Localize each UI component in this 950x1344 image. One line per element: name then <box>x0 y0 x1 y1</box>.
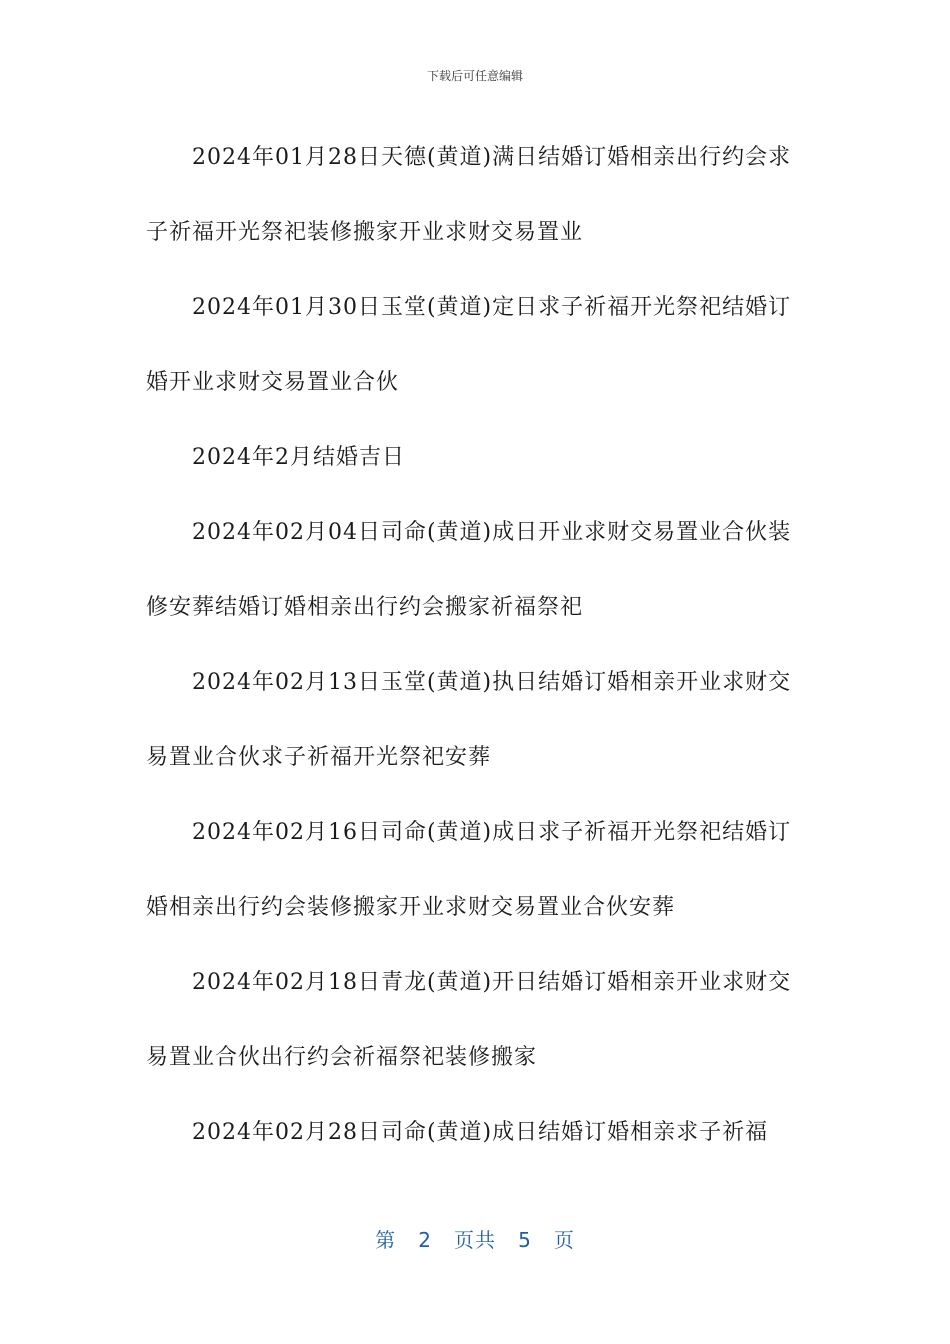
paragraph-5: 2024年02月13日玉堂(黄道)执日结婚订婚相亲开业求财交易置业合伙求子祈福开光祭祀安葬 <box>146 670 792 770</box>
document-body <box>146 120 796 1170</box>
footer-total-pages: 5 <box>518 1228 532 1252</box>
paragraph-4: 2024年02月04日司命(黄道)成日开业求财交易置业合伙装修安葬结婚订婚相亲出行约会搬家祈福祭祀 <box>146 520 792 620</box>
paragraph-2: 2024年01月30日玉堂(黄道)定日求子祈福开光祭祀结婚订婚开业求财交易置业合伙 <box>146 295 792 395</box>
footer-middle: 页共 <box>454 1228 496 1252</box>
footer-current-page: 2 <box>418 1228 432 1252</box>
header-note: 下载后可任意编辑 <box>426 69 523 83</box>
paragraph-7: 2024年02月18日青龙(黄道)开日结婚订婚相亲开业求财交易置业合伙出行约会祈福祭祀装修搬家 <box>146 970 792 1070</box>
paragraph-3: 2024年2月结婚吉日 <box>192 445 405 470</box>
footer-prefix: 第 <box>375 1228 397 1252</box>
paragraph-6: 2024年02月16日司命(黄道)成日求子祈福开光祭祀结婚订婚相亲出行约会装修搬家开业求财交易置业合伙安葬 <box>146 820 792 920</box>
page-footer <box>0 1224 950 1253</box>
footer-suffix: 页 <box>553 1228 575 1252</box>
paragraph-8: 2024年02月28日司命(黄道)成日结婚订婚相亲求子祈福 <box>192 1120 769 1145</box>
paragraph-1: 2024年01月28日天德(黄道)满日结婚订婚相亲出行约会求子祈福开光祭祀装修搬家开业求财交易置业 <box>146 145 792 245</box>
